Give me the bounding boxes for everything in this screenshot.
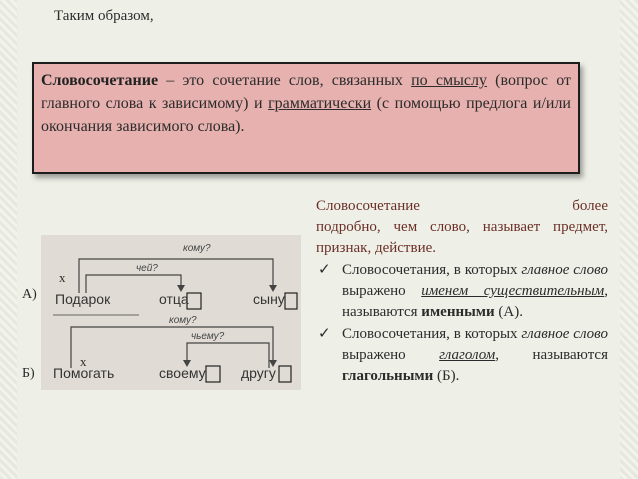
checkmark-icon: ✓ (318, 326, 331, 342)
item2-text1: Словосочетания, в которых (342, 326, 522, 342)
lead-rest: подробно, чем слово, называет предмет, признак, действие. (316, 219, 608, 256)
right-decorative-stripe (620, 0, 638, 479)
marker-a: x (59, 270, 66, 285)
word-b-main: Помогать (53, 365, 115, 381)
explanation-column (316, 196, 608, 387)
item2-italic: главное слово (521, 326, 608, 342)
intro-text: Таким образом, (54, 8, 154, 24)
lead-paragraph (316, 196, 608, 259)
item1-underlined: именем существительным (421, 283, 605, 299)
word-a-dep1: отца (159, 291, 189, 307)
definition-part3: (с помощью предлога и/или окончания зависимого слова). (41, 95, 571, 135)
ending-box-b1 (206, 366, 220, 382)
item2-text3: , называются (495, 347, 608, 363)
question-b-komu: кому? (169, 315, 197, 326)
row-label-b: Б) (22, 366, 35, 381)
row-label-a: А) (22, 287, 37, 302)
word-b-dep1: своему (159, 365, 206, 381)
item1-text2: выражено (342, 283, 422, 299)
word-a-dep2: сыну (253, 291, 285, 307)
item1-italic: главное слово (521, 262, 608, 278)
item2-underlined: глаголом (439, 347, 496, 363)
question-b-chemu: чьему? (191, 331, 225, 342)
ending-box-b2 (279, 366, 291, 382)
item1-bold: именными (421, 304, 495, 320)
ending-box-a1 (187, 293, 201, 309)
lead-word2: более (572, 198, 608, 214)
question-a-chei: чей? (136, 263, 158, 274)
list-item-verbal (316, 324, 608, 387)
arrow-b-komu (71, 327, 273, 368)
definition-part2: (вопрос от главного слова к зависимому) и (41, 72, 571, 112)
arrow-a-komu (79, 259, 273, 293)
lead-word1: Словосочетание (316, 198, 420, 214)
definition-part1: – это сочетание слов, связанных (158, 72, 412, 89)
item2-text4: (Б). (433, 368, 460, 384)
item1-text4: (А). (494, 304, 523, 320)
item2-text2: выражено (342, 347, 440, 363)
item1-text1: Словосочетания, в которых (342, 262, 522, 278)
checkmark-icon: ✓ (318, 262, 331, 278)
list-item-nominal (316, 260, 608, 323)
word-b-dep2: другу (241, 365, 276, 381)
left-decorative-stripe (0, 0, 17, 479)
item2-bold: глагольными (342, 368, 434, 384)
item1-text3: , называются (342, 283, 609, 320)
definition-underline2: грамматически (268, 95, 372, 112)
word-a-main: Подарок (55, 291, 111, 307)
ending-box-a2 (285, 293, 297, 309)
question-a-komu: кому? (183, 243, 211, 254)
marker-b: x (80, 354, 87, 369)
definition-underline1: по смыслу (411, 72, 487, 89)
definition-term: Словосочетание (41, 72, 159, 89)
definition-box (32, 62, 580, 174)
